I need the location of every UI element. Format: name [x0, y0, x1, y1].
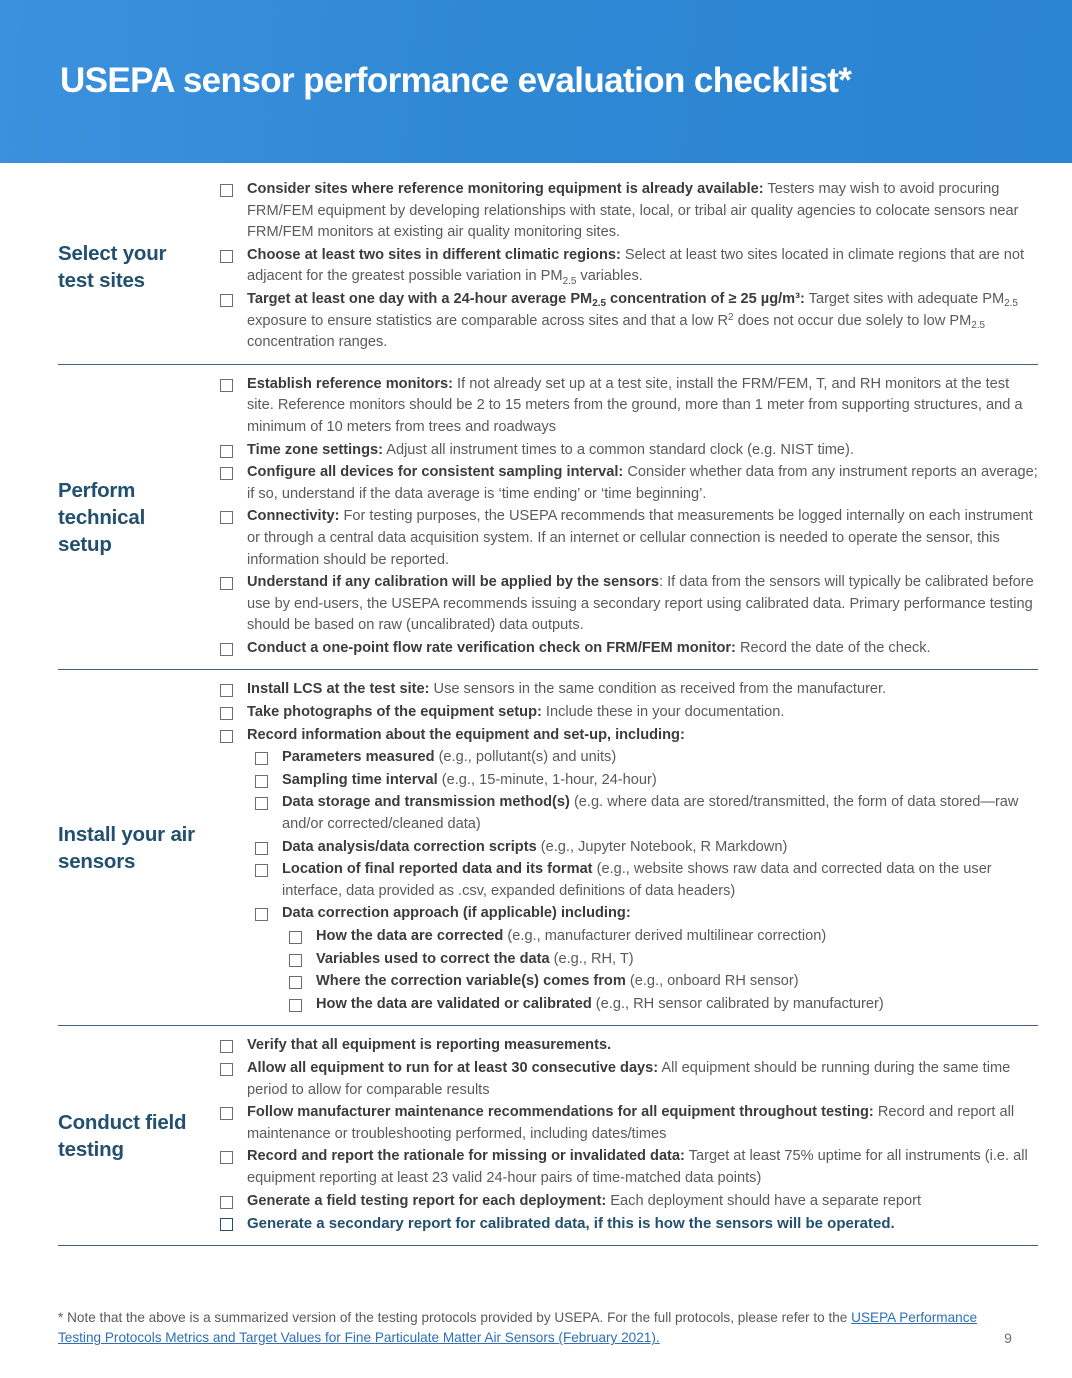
checklist-item-label: Configure all devices for consistent sampling interval: — [247, 464, 624, 481]
checklist-item-label: Variables used to correct the data — [316, 950, 550, 967]
checklist-item-label: Time zone settings: — [247, 441, 383, 458]
checkbox-icon[interactable] — [255, 775, 268, 788]
checklist-item-detail: Select at least two sites located in climate regions that are not adjacent for the greatest possible variation in $PM_{2.5}$ variables. — [247, 246, 1025, 287]
checkbox-icon[interactable] — [289, 999, 302, 1012]
checklist-item[interactable] — [220, 1102, 1038, 1145]
checklist-item[interactable] — [220, 747, 1038, 769]
checklist-item-text — [247, 725, 1038, 747]
checkbox-icon[interactable] — [220, 730, 233, 743]
section-heading: Conduct field testing — [58, 1110, 187, 1161]
checkbox-icon[interactable] — [220, 294, 233, 307]
checkbox-icon[interactable] — [220, 684, 233, 697]
checklist-item-text — [247, 1035, 1038, 1057]
checklist-item-label: How the data are validated or calibrated — [316, 995, 592, 1012]
checklist-content — [0, 163, 1072, 1246]
footnote-text — [58, 1308, 978, 1349]
checklist-item-detail: : If data from the sensors will typically be calibrated before use by end-users, the USEPA recommends issuing a secondary report using calibrated data. Primary performance testing should be based on raw (uncalibrated) data outputs. — [247, 574, 1034, 634]
checklist-item-label: Follow manufacturer maintenance recommendations for all equipment throughout testing: — [247, 1104, 874, 1121]
checklist-item-text — [282, 837, 1038, 859]
checklist-item-text — [247, 374, 1038, 439]
checklist-item-text — [247, 1102, 1038, 1145]
checklist-item[interactable] — [220, 859, 1038, 902]
checklist-item-label: How the data are corrected — [316, 928, 504, 944]
checklist-item-detail: (e.g., website shows raw data and corrected data on the user interface, data provided as .csv, expanded definitions of data headers) — [282, 861, 992, 899]
checklist-item-text — [316, 949, 1038, 971]
checklist-item[interactable] — [220, 374, 1038, 439]
section-heading: Install your air sensors — [58, 822, 195, 873]
sections-container — [58, 163, 1038, 1246]
checklist-item[interactable] — [220, 462, 1038, 505]
checklist-item-detail: (e.g., Jupyter Notebook, R Markdown) — [536, 838, 788, 855]
checklist-item-detail: (e.g. where data are stored/transmitted, the form of data stored—raw and/or corrected/cleaned data) — [282, 794, 1019, 833]
checkbox-icon[interactable] — [220, 467, 233, 480]
checklist-item-text — [282, 792, 1038, 835]
checkbox-icon[interactable] — [220, 379, 233, 392]
checkbox-icon[interactable] — [220, 1063, 233, 1076]
checklist-item-detail: All equipment should be running during the same time period to allow for comparable results — [247, 1059, 1011, 1098]
checklist-item-text — [247, 702, 1038, 724]
checkbox-icon[interactable] — [289, 976, 302, 989]
checkbox-icon[interactable] — [255, 864, 268, 877]
section-heading: Perform technical setup — [58, 478, 146, 556]
checklist-item-text — [282, 859, 1038, 902]
checkbox-icon[interactable] — [220, 1196, 233, 1209]
checklist-item-detail: Adjust all instrument times to a common standard clock (e.g. NIST time). — [382, 441, 854, 458]
checkbox-icon[interactable] — [220, 707, 233, 720]
checklist-item-label: Consider sites where reference monitoring equipment is already available: — [247, 181, 764, 197]
section-items — [210, 374, 1038, 661]
checklist-section — [58, 670, 1038, 1026]
checklist-item-detail: (e.g., manufacturer derived multilinear correction) — [503, 928, 827, 944]
checklist-item[interactable] — [220, 770, 1038, 792]
checkbox-icon[interactable] — [220, 445, 233, 458]
checklist-item-text — [247, 1191, 1038, 1213]
checklist-item-label: Target at least one day with a 24-hour average $PM_{2.5}$ concentration of ≥ 25 µg/m³: — [247, 290, 805, 310]
checklist-item[interactable] — [220, 702, 1038, 724]
checklist-item[interactable] — [220, 506, 1038, 571]
checklist-item-label: Record and report the rationale for missing or invalidated data: — [247, 1148, 685, 1165]
checklist-item-detail: (e.g., pollutant(s) and units) — [434, 749, 617, 766]
checklist-item[interactable] — [220, 926, 1038, 948]
footnote-intro: * Note that the above is a summarized version of the testing protocols provided by USEPA. For the full protocols, please refer to the — [58, 1310, 852, 1325]
checklist-item-label: Allow all equipment to run for at least 30 consecutive days: — [247, 1059, 659, 1076]
checklist-item-text — [282, 903, 1038, 925]
checklist-item-text — [247, 638, 1038, 660]
checklist-item[interactable] — [220, 903, 1038, 925]
checklist-item-text — [316, 971, 1038, 993]
checklist-item-label: Data analysis/data correction scripts — [282, 838, 537, 855]
checklist-item-detail: For testing purposes, the USEPA recommends that measurements be logged internally on each instrument or through a central data acquisition system. If an internet or cellular connection is needed to operate the sensor, this information should be reported. — [247, 508, 1033, 568]
checklist-item[interactable] — [220, 725, 1038, 747]
checklist-item[interactable] — [220, 638, 1038, 660]
checklist-item-label: Where the correction variable(s) comes from — [316, 973, 626, 990]
checklist-item[interactable] — [220, 792, 1038, 835]
checkbox-icon[interactable] — [220, 1040, 233, 1053]
section-items — [210, 179, 1038, 355]
page-title: USEPA sensor performance evaluation checklist* — [60, 61, 852, 101]
checklist-item-text — [247, 679, 1038, 701]
checklist-item-text — [247, 462, 1038, 505]
checklist-item[interactable] — [220, 1035, 1038, 1057]
checklist-item-detail: (e.g., onboard RH sensor) — [625, 973, 799, 990]
checklist-item[interactable] — [220, 1058, 1038, 1101]
checklist-item[interactable] — [220, 245, 1038, 288]
checkbox-icon[interactable] — [220, 184, 233, 197]
checklist-item[interactable] — [220, 679, 1038, 701]
checklist-item-detail: Use sensors in the same condition as received from the manufacturer. — [429, 681, 887, 698]
checklist-item-detail: Include these in your documentation. — [541, 704, 785, 721]
checklist-item-label: Conduct a one-point flow rate verification check on FRM/FEM monitor: — [247, 639, 736, 656]
checklist-item-text — [247, 289, 1038, 354]
section-items — [210, 1035, 1038, 1236]
checkbox-icon[interactable] — [220, 1107, 233, 1120]
checklist-item-text — [247, 1146, 1038, 1189]
checklist-item-label: Establish reference monitors: — [247, 375, 453, 392]
checklist-item-label: Record information about the equipment and set-up, including: — [247, 726, 685, 743]
section-items — [210, 679, 1038, 1016]
checklist-item-text — [247, 1058, 1038, 1101]
checklist-item-text — [247, 506, 1038, 571]
checkbox-icon[interactable] — [220, 511, 233, 524]
checklist-item-label: Parameters measured — [282, 749, 435, 766]
checkbox-icon[interactable] — [220, 1151, 233, 1164]
checklist-item-label: Take photographs of the equipment setup: — [247, 704, 542, 721]
checklist-item-detail: (e.g., 15-minute, 1-hour, 24-hour) — [437, 771, 657, 788]
checkbox-icon[interactable] — [289, 954, 302, 967]
checkbox-icon[interactable] — [289, 931, 302, 944]
checklist-item-detail: If not already set up at a test site, install the FRM/FEM, T, and RH monitors at the test site. Reference monitors should be 2 to 15 meters from the ground, more than 1 meter from supporting structures, and a minimum of 10 meters from trees and roadways — [247, 375, 1023, 435]
checklist-item[interactable] — [220, 949, 1038, 971]
checklist-item-detail: Record the date of the check. — [735, 639, 931, 656]
checklist-section — [58, 1026, 1038, 1246]
checkbox-icon[interactable] — [220, 643, 233, 656]
checklist-section — [58, 365, 1038, 671]
checklist-item-label: Choose at least two sites in different climatic regions: — [247, 246, 621, 263]
checkbox-icon[interactable] — [220, 250, 233, 263]
checkbox-icon[interactable] — [220, 1218, 233, 1231]
checklist-item-label: Sampling time interval — [282, 771, 438, 788]
checklist-item[interactable] — [220, 971, 1038, 993]
checklist-item[interactable] — [220, 572, 1038, 637]
checklist-item[interactable] — [220, 1146, 1038, 1189]
checklist-item-detail: Testers may wish to avoid procuring FRM/FEM equipment by developing relationships with state, local, or tribal air quality agencies to colocate sensors near FRM/FEM monitors at existing air quality monitoring sites. — [247, 181, 1019, 241]
section-heading: Select your test sites — [58, 241, 167, 292]
checklist-item-text — [247, 1213, 1038, 1235]
checklist-item-detail: Each deployment should have a separate report — [606, 1192, 922, 1209]
checklist-item-text — [247, 572, 1038, 637]
checkbox-icon[interactable] — [255, 797, 268, 810]
checklist-item[interactable] — [220, 440, 1038, 462]
checklist-item-label: Connectivity: — [247, 508, 340, 525]
checklist-item-label: Install LCS at the test site: — [247, 681, 430, 698]
checklist-item-detail: Record and report all maintenance or troubleshooting performed, including dates/times — [247, 1104, 1015, 1142]
checklist-item-label: Understand if any calibration will be applied by the sensors — [247, 574, 659, 591]
checklist-item-detail: (e.g., RH, T) — [549, 950, 634, 967]
checklist-item[interactable] — [220, 994, 1038, 1016]
checklist-item-label: Data storage and transmission method(s) — [282, 794, 570, 811]
checkbox-icon[interactable] — [220, 577, 233, 590]
checklist-item-text — [247, 440, 1038, 462]
checklist-item-label: Verify that all equipment is reporting measurements. — [247, 1037, 612, 1054]
checklist-item-text — [282, 747, 1038, 769]
page-header-banner — [0, 0, 1072, 163]
checklist-item-label: Data correction approach (if applicable) including: — [282, 905, 631, 922]
checkbox-icon[interactable] — [255, 908, 268, 921]
checklist-item-detail: (e.g., RH sensor calibrated by manufacturer) — [591, 995, 884, 1012]
checklist-item-label: Generate a field testing report for each deployment: — [247, 1192, 607, 1209]
checklist-item-text — [282, 770, 1038, 792]
checkbox-icon[interactable] — [255, 842, 268, 855]
checklist-item-text — [316, 926, 1038, 948]
checklist-item-text — [247, 179, 1038, 244]
checklist-item[interactable] — [220, 1213, 1038, 1235]
checklist-item-label: Generate a secondary report for calibrated data, if this is how the sensors will be operated. — [247, 1215, 895, 1233]
checklist-item-text — [247, 245, 1038, 288]
checklist-item-label: Location of final reported data and its format — [282, 861, 593, 878]
usepa-protocols-link[interactable]: USEPA Performance Testing Protocols Metrics and Target Values for Fine Particulate Matter Air Sensors (February 2021). — [58, 1310, 978, 1346]
checklist-section — [58, 163, 1038, 365]
checklist-item[interactable] — [220, 837, 1038, 859]
checklist-item-detail: Consider whether data from any instrument reports an average; if so, understand if the data average is ‘time ending’ or ‘time beginning’. — [247, 464, 1038, 502]
checkbox-icon[interactable] — [255, 752, 268, 765]
checklist-item-detail: Target sites with adequate $PM_{2.5}$ exposure to ensure statistics are comparable across sites and that a low $R^2$ does not occur due solely to low $PM_{2.5}$ concentration ranges. — [247, 290, 1018, 351]
checklist-item[interactable] — [220, 179, 1038, 244]
checklist-item[interactable] — [220, 289, 1038, 354]
checklist-item[interactable] — [220, 1191, 1038, 1213]
checklist-item-text — [316, 994, 1038, 1016]
footer — [58, 1308, 1038, 1349]
checklist-item-detail: Target at least 75% uptime for all instruments (i.e. all equipment reporting at least 23 valid 24-hour pairs of time-matched data points) — [247, 1148, 1028, 1186]
page-number: 9 — [1004, 1330, 1012, 1346]
